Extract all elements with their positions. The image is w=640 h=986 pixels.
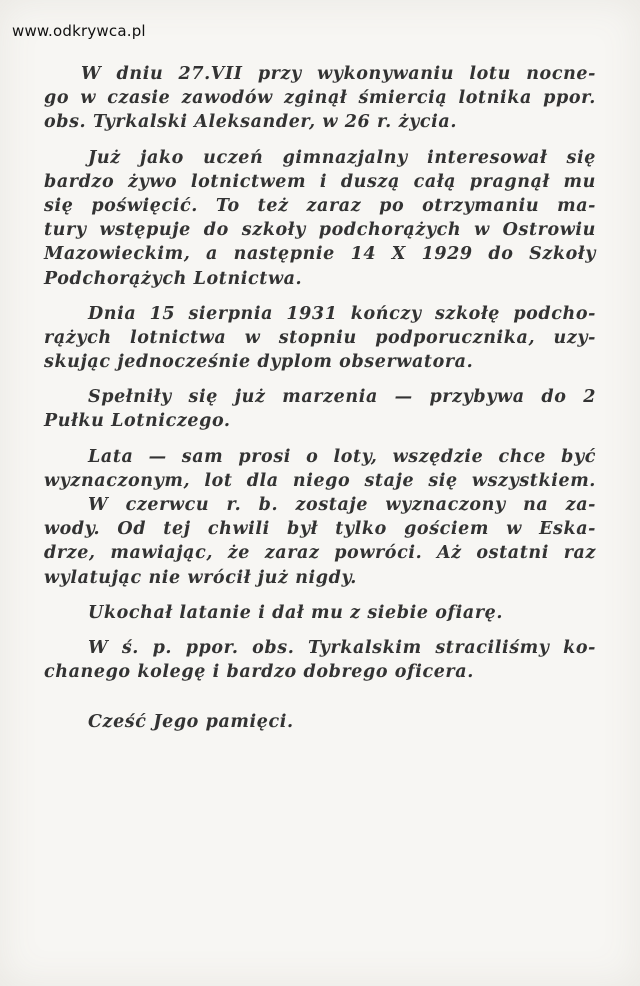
text-line: tury wstępuje do szkoły podchorążych w Ostrowiu [44,220,596,241]
text-line: Dnia 15 sierpnia 1931 kończy szkołę podcho- [88,303,596,324]
paragraph-4 [44,385,596,433]
paragraph-3 [44,302,596,375]
text-line: wylatując nie wrócił już nigdy. [44,567,357,588]
text-line: go w czasie zawodów zginął śmiercią lotnika ppor. [44,88,596,109]
text-line: skując jednocześnie dyplom obserwatora. [44,352,474,373]
text-line: wyznaczonym, lot dla niego staje się wszystkiem. [44,470,596,491]
text-line: W dniu 27.VII przy wykonywaniu lotu nocne- [81,64,596,84]
text-line: W ś. p. ppor. obs. Tyrkalskim straciliśmy ko- [88,637,596,658]
text-line: Mazowieckim, a następnie 14 X 1929 do Szkoły [44,244,596,265]
text-line: Lata — sam prosi o loty, wszędzie chce być [88,446,596,467]
paragraph-2 [44,146,596,291]
paragraph-9 [44,710,596,734]
text-line: obs. Tyrkalski Aleksander, w 26 r. życia. [44,112,458,133]
paragraph-7 [44,601,596,625]
text-line: się poświęcić. To też zaraz po otrzymaniu ma- [44,195,596,216]
paragraph-8 [44,636,596,684]
text-line: drze, mawiając, że zaraz powróci. Aż ostatni raz [44,543,596,564]
paragraph-5 [44,445,596,493]
text-line: Pułku Lotniczego. [44,411,231,432]
obituary-text [44,62,596,735]
text-line: Cześć Jego pamięci. [88,712,294,733]
text-line: Podchorążych Lotnictwa. [44,268,303,289]
text-line: rążych lotnictwa w stopniu podporucznika, uzy- [44,327,596,348]
paragraph-1 [44,62,596,135]
text-line: W czerwcu r. b. zostaje wyznaczony na za- [88,495,596,515]
text-line: Spełniły się już marzenia — przybywa do 2 [88,387,596,408]
text-line: Ukochał latanie i dał mu z siebie ofiarę. [88,602,504,623]
text-line: wody. Od tej chwili był tylko gościem w Eska- [44,519,596,540]
watermark-text: www.odkrywca.pl [12,22,146,40]
paragraph-6 [44,493,596,590]
text-line: bardzo żywo lotnictwem i duszą całą pragnął mu [44,171,596,192]
text-line: chanego kolegę i bardzo dobrego oficera. [44,662,474,683]
text-line: Już jako uczeń gimnazjalny interesował się [88,147,596,168]
